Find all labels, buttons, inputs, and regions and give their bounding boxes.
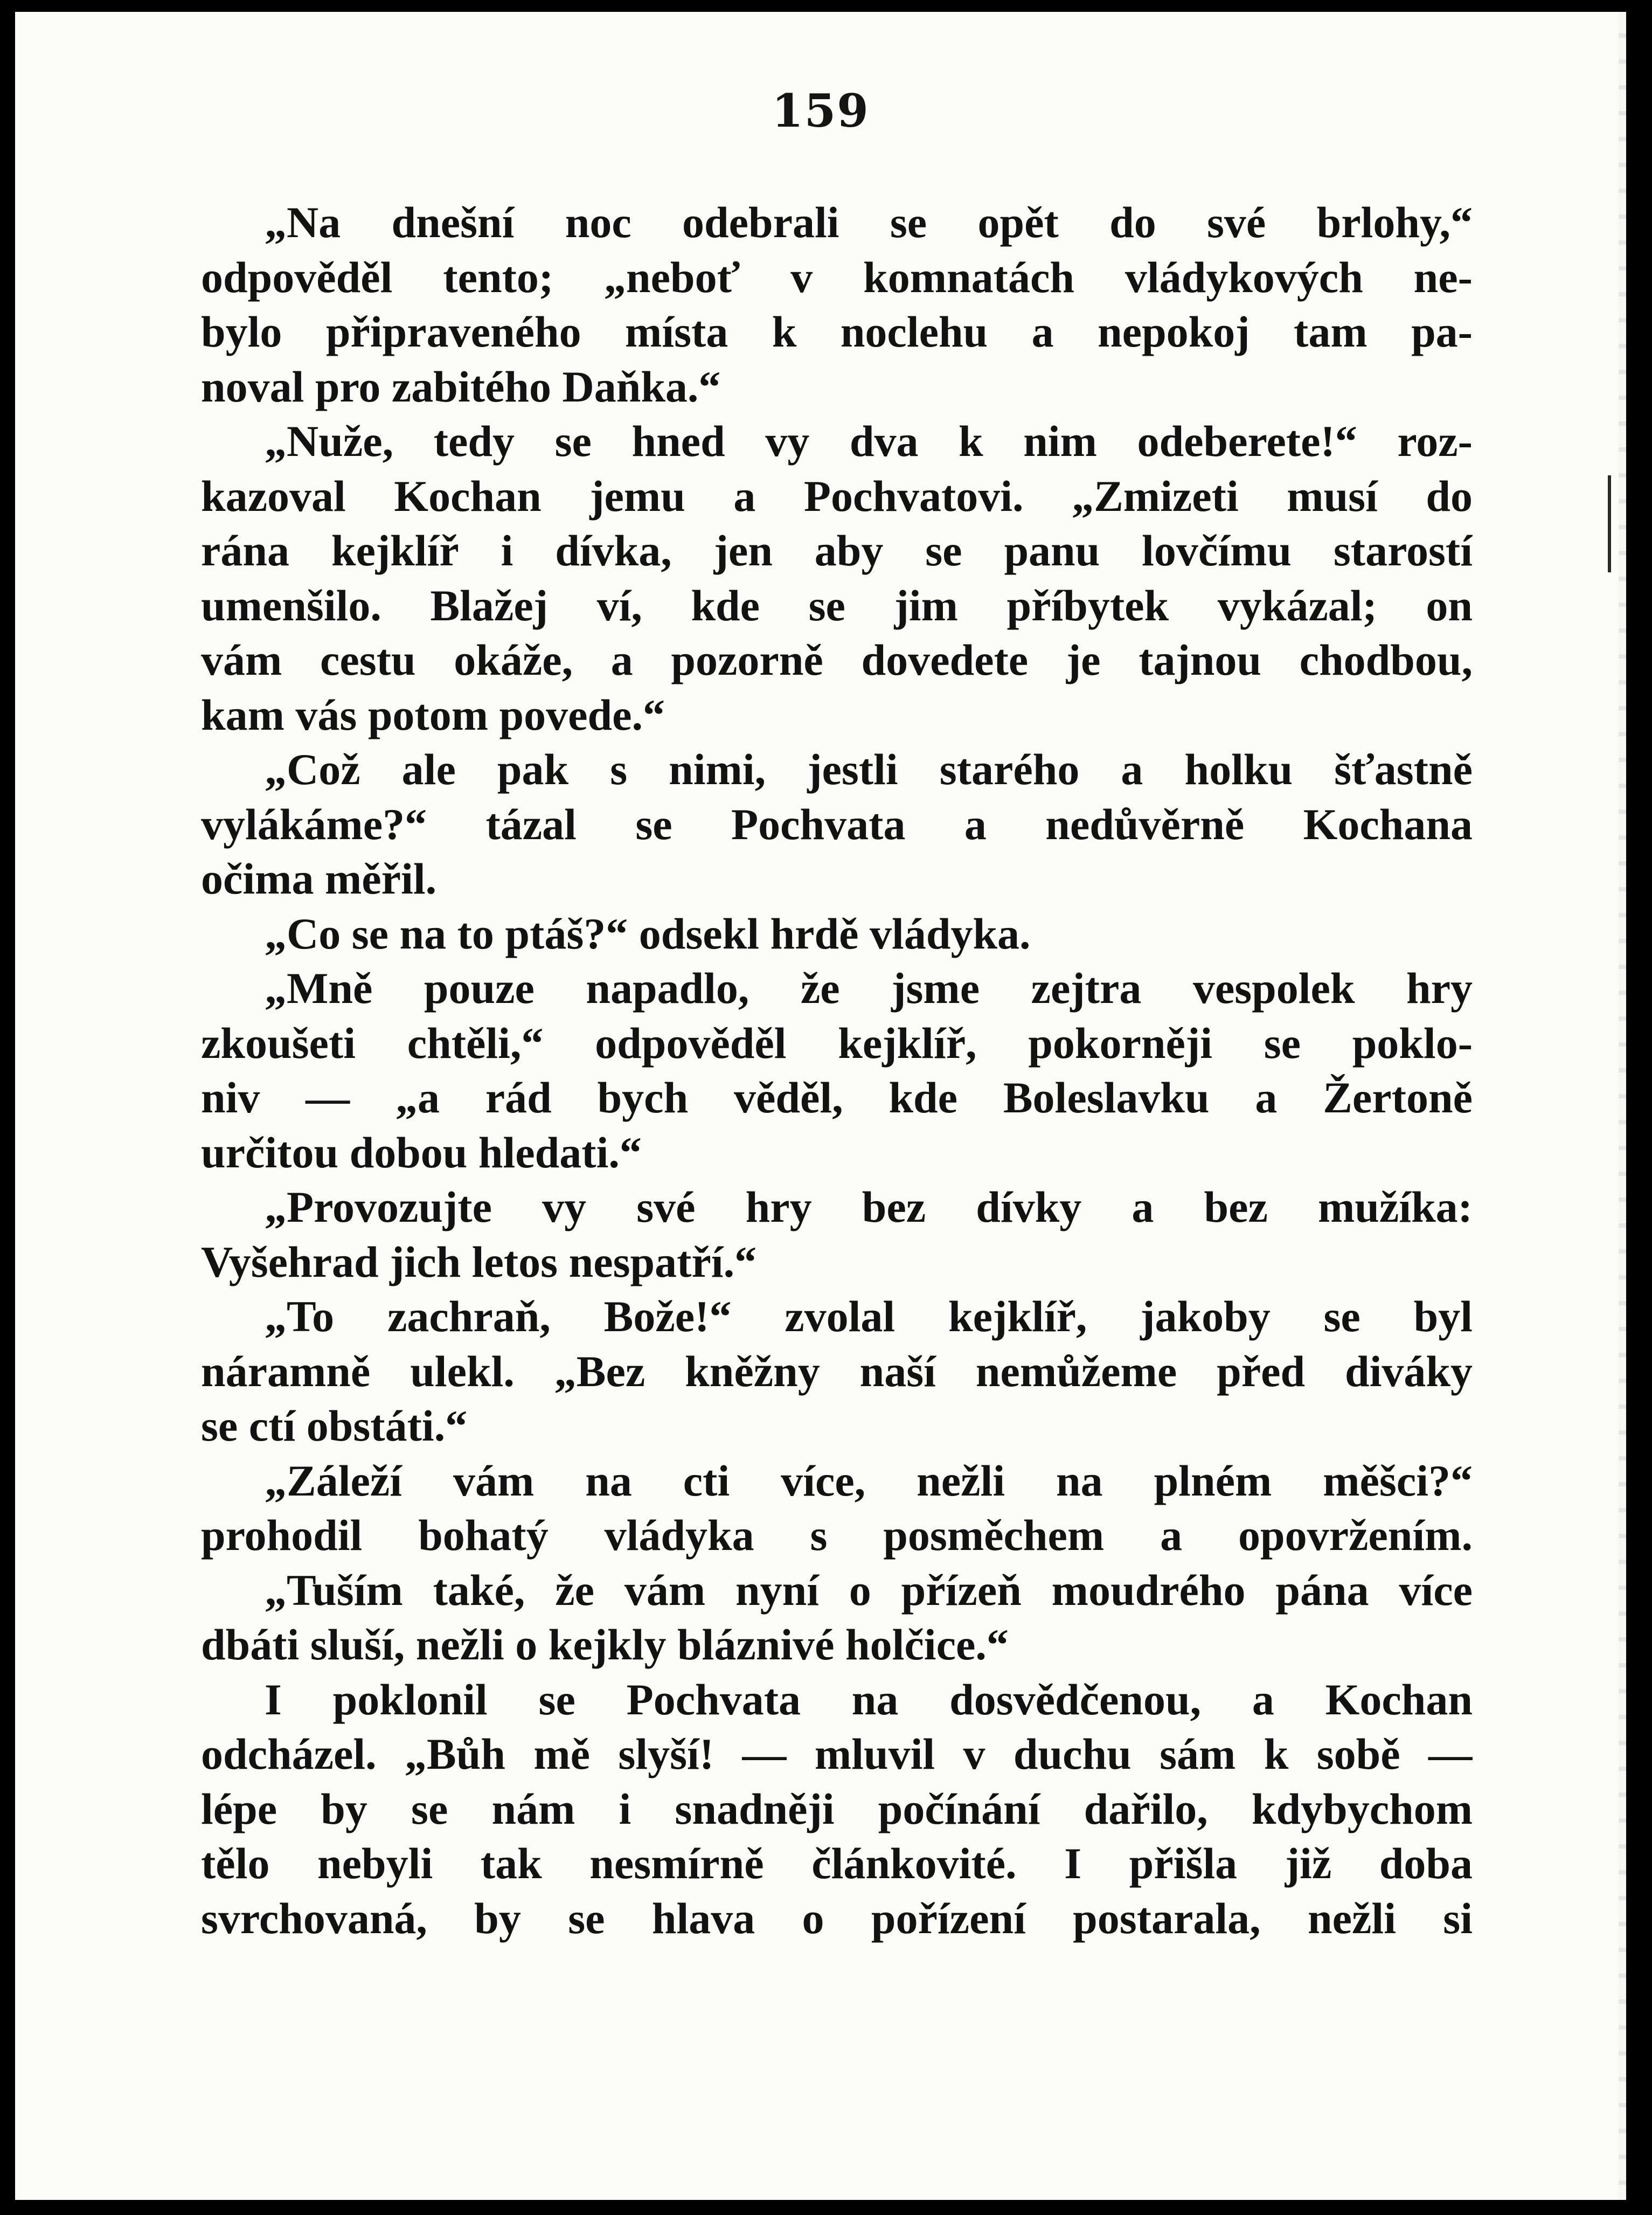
body-text: [201, 195, 1473, 1946]
text-line: kazoval Kochan jemu a Pochvatovi. „Zmizeti musí do: [201, 471, 1473, 521]
text-line: odpověděl tento; „neboť v komnatách vládykových ne-: [201, 252, 1473, 302]
text-line: vám cestu okáže, a pozorně dovedete je tajnou chodbou,: [201, 635, 1473, 684]
text-line: svrchovaná, by se hlava o pořízení postarala, nežli si: [201, 1893, 1473, 1943]
page-number: 159: [772, 84, 870, 137]
text-line: „To zachraň, Bože!“ zvolal kejklíř, jakoby se byl: [265, 1292, 1473, 1341]
text-line: I poklonil se Pochvata na dosvědčenou, a Kochan: [265, 1674, 1473, 1724]
text-line: očima měřil.: [201, 854, 437, 903]
text-line: „Mně pouze napadlo, že jsme zejtra vespolek hry: [265, 964, 1473, 1013]
text-line: „Což ale pak s nimi, jestli starého a holku šťastně: [265, 745, 1473, 794]
text-line: „Tuším také, že vám nyní o přízeň moudrého pána více: [265, 1565, 1473, 1615]
text-line: „Na dnešní noc odebrali se opět do své brlohy,“: [265, 198, 1473, 247]
text-line: rána kejklíř i dívka, jen aby se panu lovčímu starostí: [201, 526, 1473, 575]
text-line: určitou dobou hledati.“: [201, 1127, 642, 1177]
text-line: niv — „a rád bych věděl, kde Boleslavku a Žertoně: [201, 1073, 1473, 1122]
text-line: „Záleží vám na cti více, nežli na plném měšci?“: [265, 1456, 1473, 1505]
text-line: náramně ulekl. „Bez kněžny naší nemůžeme před diváky: [201, 1346, 1473, 1396]
text-line: zkoušeti chtěli,“ odpověděl kejklíř, pokorněji se poklo-: [201, 1018, 1473, 1068]
text-line: bylo připraveného místa k noclehu a nepokoj tam pa-: [201, 307, 1473, 356]
text-line: odcházel. „Bůh mě slyší! — mluvil v duchu sám k sobě —: [201, 1729, 1473, 1778]
text-line: se ctí obstáti.“: [201, 1401, 468, 1450]
page-edge-mark: [1608, 475, 1611, 572]
text-line: dbáti sluší, nežli o kejkly bláznivé holčice.“: [201, 1620, 1009, 1669]
page-edge-texture: [1619, 12, 1626, 2200]
text-line: „Provozujte vy své hry bez dívky a bez mužíka:: [265, 1182, 1473, 1231]
book-page: [15, 12, 1626, 2200]
text-line: lépe by se nám i snadněji počínání dařilo, kdybychom: [201, 1784, 1473, 1833]
text-line: noval pro zabitého Daňka.“: [201, 362, 721, 411]
text-line: „Nuže, tedy se hned vy dva k nim odeberete!“ roz-: [265, 417, 1473, 466]
text-line: vylákáme?“ tázal se Pochvata a nedůvěrně Kochana: [201, 799, 1473, 849]
text-line: Vyšehrad jich letos nespatří.“: [201, 1237, 757, 1286]
text-line: tělo nebyli tak nesmírně článkovité. I přišla již doba: [201, 1839, 1473, 1888]
text-line: kam vás potom povede.“: [201, 690, 665, 739]
text-line: umenšilo. Blažej ví, kde se jim příbytek vykázal; on: [201, 580, 1473, 630]
text-line: „Co se na to ptáš?“ odsekl hrdě vládyka.: [265, 909, 1031, 958]
text-line: prohodil bohatý vládyka s posměchem a opovržením.: [201, 1511, 1473, 1560]
